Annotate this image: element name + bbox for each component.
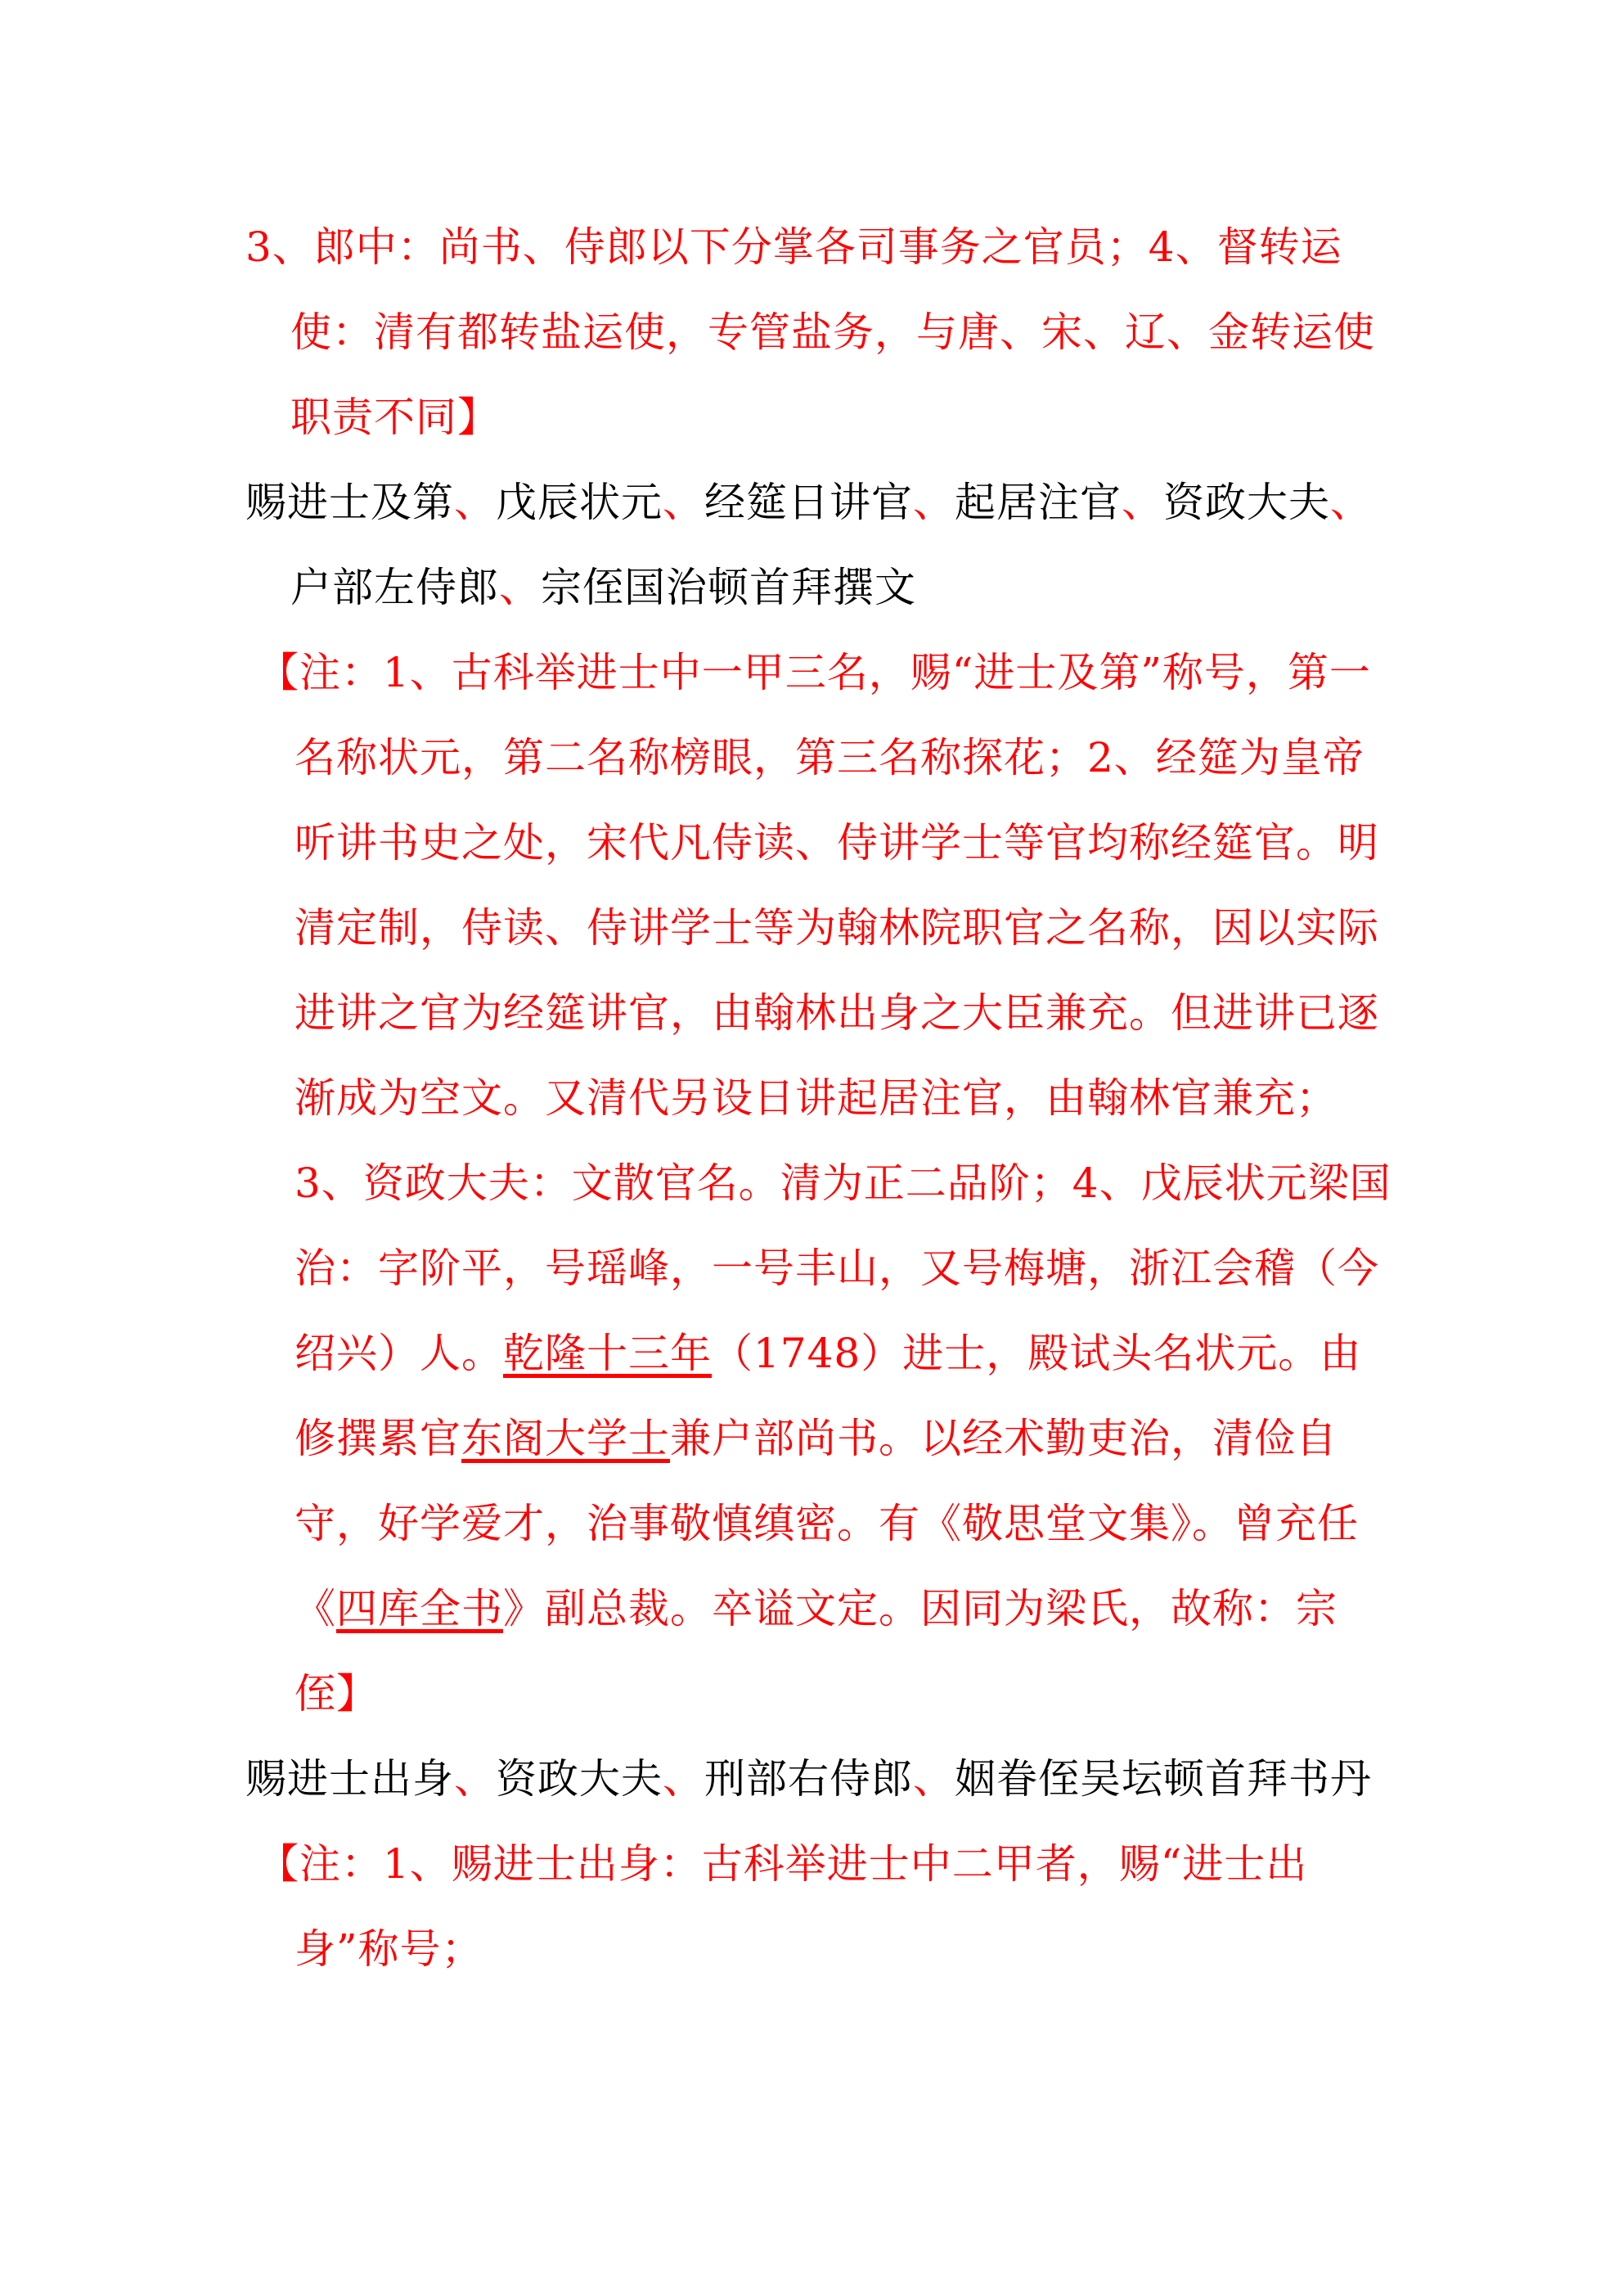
title-text: 起居注官 [955, 479, 1122, 526]
title-text: 户部左侍郎 [290, 564, 499, 611]
underlined-term: 乾隆十三年 [503, 1330, 712, 1377]
separator: 、 [454, 479, 496, 526]
separator: 、 [454, 1755, 496, 1803]
separator: 、 [663, 1755, 704, 1803]
separator: 、 [913, 1755, 955, 1803]
underlined-term: 四库全书 [336, 1585, 503, 1632]
note-continuation-paragraph [245, 205, 1395, 460]
note-text: 【注：1、赐进士出身：古科举进士中二甲者，赐“进士出身”称号； [258, 1840, 1308, 1973]
title-text: 赐进士出身 [245, 1755, 454, 1803]
inscription-author-line [245, 460, 1395, 630]
separator: 、 [913, 479, 955, 526]
title-text: 戊辰状元 [496, 479, 663, 526]
separator: 、 [1122, 479, 1163, 526]
inscription-calligrapher-line [245, 1736, 1395, 1821]
document-body [245, 205, 1395, 1992]
annotation-paragraph [245, 1821, 1395, 1992]
author-text: 姻眷侄吴坛顿首拜书丹 [955, 1755, 1372, 1803]
author-text: 宗侄国治顿首拜撰文 [541, 564, 916, 611]
note-text: （1748）进士，殿试头名状元。由修撰累官 [294, 1330, 1362, 1462]
title-text: 刑部右侍郎 [704, 1755, 913, 1803]
note-text: 【注：1、古科举进士中一甲三名，赐“进士及第”称号，第一名称状元，第二名称榜眼，第三名称探花；2、经筵为皇帝听讲书史之处，宋代凡侍读、侍讲学士等官均称经筵官。明清定制，侍读、侍讲学士等为翰林院职官之名称，因以实际进讲之官为经筵讲官，由翰林出身之大臣兼充。但进讲已逐渐成为空文。又清代另设日讲起居注官，由翰林官兼充；3、资政大夫：文散官名。清为正二品阶；4、戊辰状元梁国治：字阶平，号瑶峰，一号丰山，又号梅塘，浙江会稽（今绍兴）人。 [258, 649, 1391, 1377]
title-text: 资政大夫 [1163, 479, 1330, 526]
separator: 、 [499, 564, 541, 611]
underlined-term: 东阁大学士 [461, 1415, 670, 1462]
note-text: 3、郎中：尚书、侍郎以下分掌各司事务之官员；4、督转运使：清有都转盐运使，专管盐务，与唐、宋、辽、金转运使职责不同】 [245, 223, 1375, 441]
annotation-paragraph [245, 630, 1395, 1736]
title-text: 经筵日讲官 [704, 479, 913, 526]
title-text: 资政大夫 [496, 1755, 663, 1803]
title-text: 赐进士及第 [245, 479, 454, 526]
separator: 、 [1330, 479, 1372, 526]
note-text: 兼户部尚书。以经术勤吏治，清俭自守，好学爱才，治事敬慎缜密。有《敬思堂文集》。曾充任《 [294, 1415, 1359, 1632]
note-text: 》副总裁。卒谥文定。因同为梁氏，故称：宗侄】 [294, 1585, 1338, 1717]
separator: 、 [663, 479, 704, 526]
